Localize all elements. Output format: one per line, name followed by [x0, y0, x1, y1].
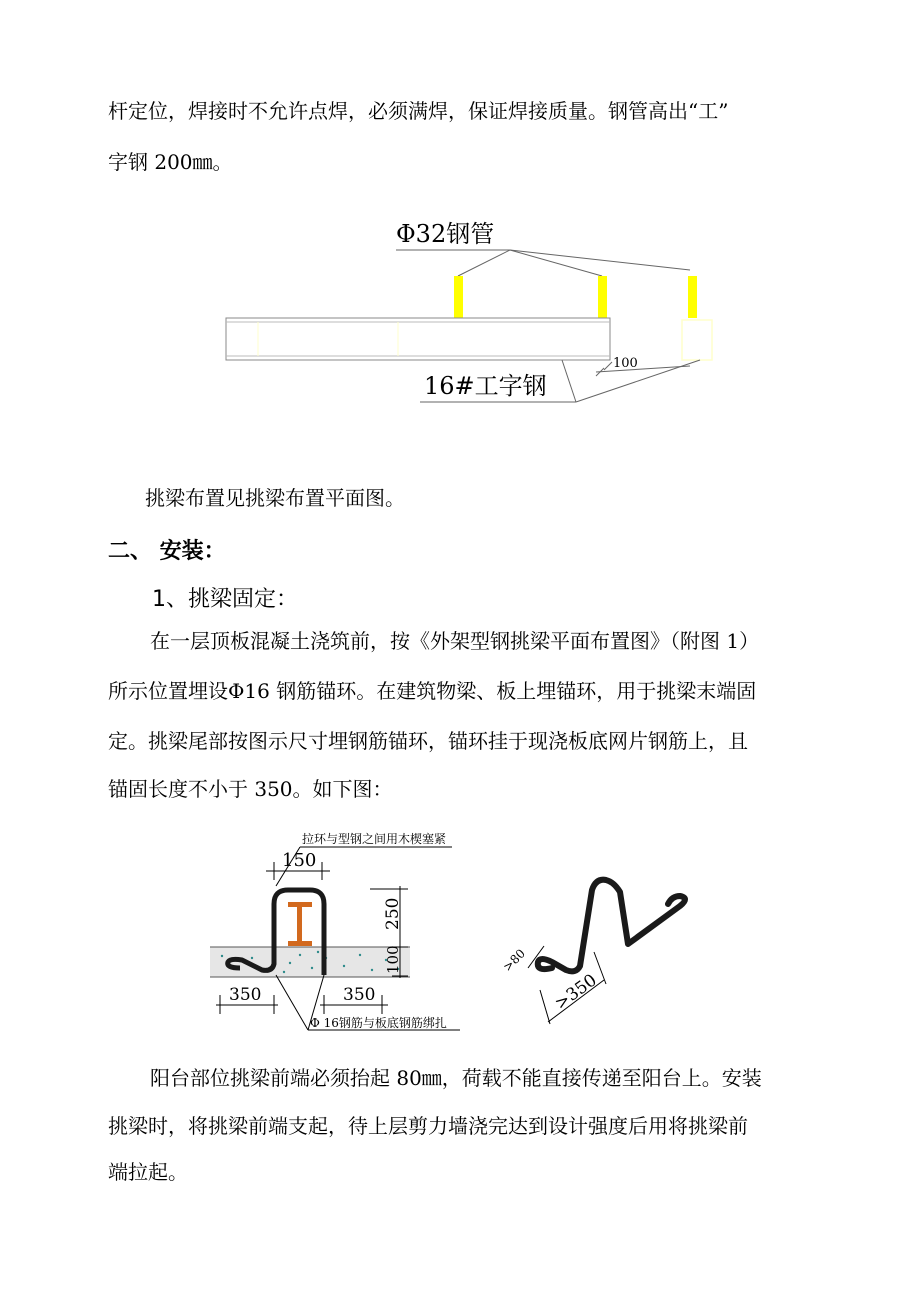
dim-100-line [596, 366, 690, 372]
iso-dim-350-ext-1 [540, 990, 550, 1024]
ibeam-elevation [226, 318, 610, 360]
figure-beam-pipes [0, 0, 920, 440]
dim-100-tick-2 [604, 362, 612, 370]
beam-leader-1 [562, 360, 576, 402]
iso-dim-350: >350 [551, 970, 601, 1015]
paragraph-3-line-4: 锚固长度不小于 350。如下图： [108, 777, 393, 801]
subheading: 1、挑梁固定： [152, 587, 298, 612]
dim-350-left: 350 [229, 985, 262, 1005]
note-bottom: Φ 16钢筋与板底钢筋绑扎 [310, 1016, 447, 1030]
beam-label: 16#工字钢 [424, 372, 547, 400]
paragraph-3-line-3: 定。挑梁尾部按图示尺寸埋钢筋锚环，锚环挂于现浇板底网片钢筋上，且 [108, 729, 748, 753]
paragraph-1-line-2: 字钢 200㎜。 [108, 150, 233, 174]
ibeam-section [682, 320, 712, 360]
figure-anchor-ring [0, 820, 920, 1040]
dim-250: 250 [383, 897, 403, 930]
pipe-leader-1 [458, 250, 510, 276]
paragraph-4-line-3: 端拉起。 [108, 1160, 188, 1184]
paragraph-1-line-1: 杆定位，焊接时不允许点焊，必须满焊，保证焊接质量。钢管高出“工” [108, 99, 729, 123]
dim-150: 150 [282, 850, 317, 871]
dim-100: 100 [613, 356, 638, 371]
dim-100-vertical: 100 [384, 945, 402, 974]
dim-350-right: 350 [343, 985, 376, 1005]
note-bottom-leader-1 [276, 975, 308, 1030]
anchor-ring-isometric [538, 880, 685, 972]
steel-pipe-3 [688, 276, 697, 318]
steel-pipe-1 [454, 276, 463, 318]
paragraph-3-line-1: 在一层顶板混凝土浇筑前，按《外架型钢挑梁平面布置图》（附图 1） [150, 629, 760, 653]
paragraph-4-line-2: 挑梁时，将挑梁前端支起，待上层剪力墙浇完达到设计强度后用将挑梁前 [108, 1114, 748, 1138]
pipe-leader-2 [510, 250, 602, 276]
pipe-label: Φ32钢管 [396, 220, 495, 248]
note-top: 拉环与型钢之间用木楔塞紧 [302, 832, 447, 846]
pipe-leader-3 [510, 250, 690, 270]
beam-leader-2 [576, 360, 700, 402]
section-heading: 二、 安装： [108, 539, 226, 564]
iso-dim-80: >80 [500, 946, 529, 975]
paragraph-4-line-1: 阳台部位挑梁前端必须抬起 80㎜，荷载不能直接传递至阳台上。安装 [150, 1066, 762, 1090]
paragraph-3-line-2: 所示位置埋设Φ16 钢筋锚环。在建筑物梁、板上埋锚环，用于挑梁末端固 [108, 679, 757, 703]
iso-dim-350-ext-2 [594, 952, 606, 984]
paragraph-2: 挑梁布置见挑梁布置平面图。 [145, 486, 405, 510]
steel-pipe-2 [598, 276, 607, 318]
ibeam-section-orange [288, 902, 312, 946]
